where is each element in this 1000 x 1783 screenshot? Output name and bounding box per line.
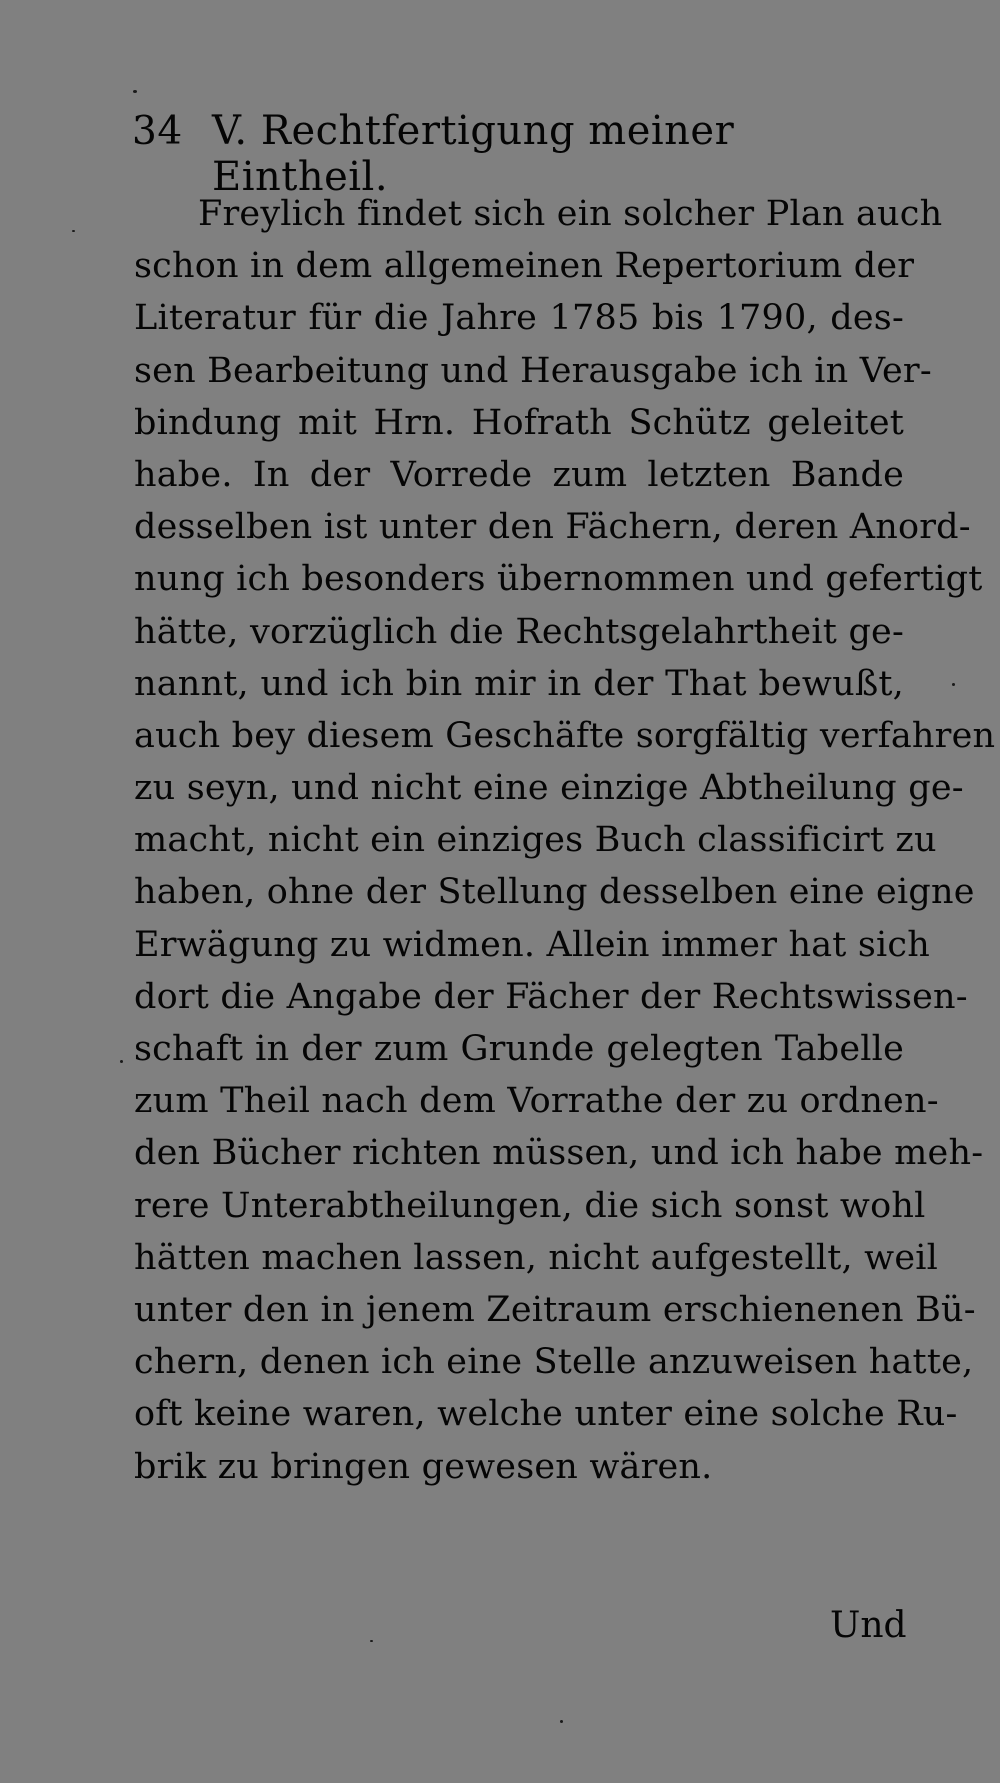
text-line: dort die Angabe der Fächer der Rechtswissen- <box>134 976 968 1017</box>
text-line: Freylich findet sich ein solcher Plan auch <box>198 194 943 234</box>
text-line: Literatur für die Jahre 1785 bis 1790, des- <box>134 298 904 339</box>
text-line: oft keine waren, welche unter eine solche Ru- <box>134 1394 958 1435</box>
catchword: Und <box>830 1605 907 1646</box>
text-line: chern, denen ich eine Stelle anzuweisen hatte, <box>134 1342 974 1383</box>
text-line: nung ich besonders übernommen und gefertigt <box>134 559 983 600</box>
text-line: zu seyn, und nicht eine einzige Abtheilung ge- <box>134 768 964 809</box>
text-line: macht, nicht ein einziges Buch classificirt zu <box>134 820 937 861</box>
text-line: nannt, und ich bin mir in der That bewußt, <box>134 663 904 704</box>
text-line: hätte, vorzüglich die Rechtsgelahrtheit ge- <box>134 611 904 652</box>
text-line: auch bey diesem Geschäfte sorgfältig verfahren <box>134 715 996 756</box>
text-line: brik zu bringen gewesen wären. <box>134 1446 713 1487</box>
text-line: zum Theil nach dem Vorrathe der zu ordnen- <box>134 1081 939 1122</box>
body-paragraph <box>134 188 996 1493</box>
running-header <box>132 108 872 200</box>
text-line: schon in dem allgemeinen Repertorium der <box>134 246 915 287</box>
text-line: desselben ist unter den Fächern, deren Anord- <box>134 507 971 548</box>
text-line: haben, ohne der Stellung desselben eine eigne <box>134 872 975 913</box>
text-line: unter den in jenem Zeitraum erschienenen Bü- <box>134 1289 976 1330</box>
page-number: 34 <box>132 109 183 154</box>
text-line: hätten machen lassen, nicht aufgestellt, weil <box>134 1237 939 1278</box>
scan-speck <box>370 1640 373 1642</box>
scan-speck <box>72 230 75 232</box>
text-line: den Bücher richten müssen, und ich habe meh- <box>134 1133 984 1174</box>
text-line: bindung mit Hrn. Hofrath Schütz geleitet <box>134 402 904 443</box>
text-line: Erwägung zu widmen. Allein immer hat sich <box>134 924 930 965</box>
scan-speck <box>120 1060 123 1063</box>
scan-speck <box>560 1720 563 1723</box>
text-line: sen Bearbeitung und Herausgabe ich in Ver- <box>134 350 932 391</box>
running-title: V. Rechtfertigung meiner Eintheil. <box>212 108 735 200</box>
text-line: habe. In der Vorrede zum letzten Bande <box>134 454 904 495</box>
text-line: rere Unterabtheilungen, die sich sonst wohl <box>134 1185 926 1226</box>
scan-speck <box>952 683 955 686</box>
scan-speck <box>133 90 137 93</box>
text-line: schaft in der zum Grunde gelegten Tabelle <box>134 1029 904 1069</box>
